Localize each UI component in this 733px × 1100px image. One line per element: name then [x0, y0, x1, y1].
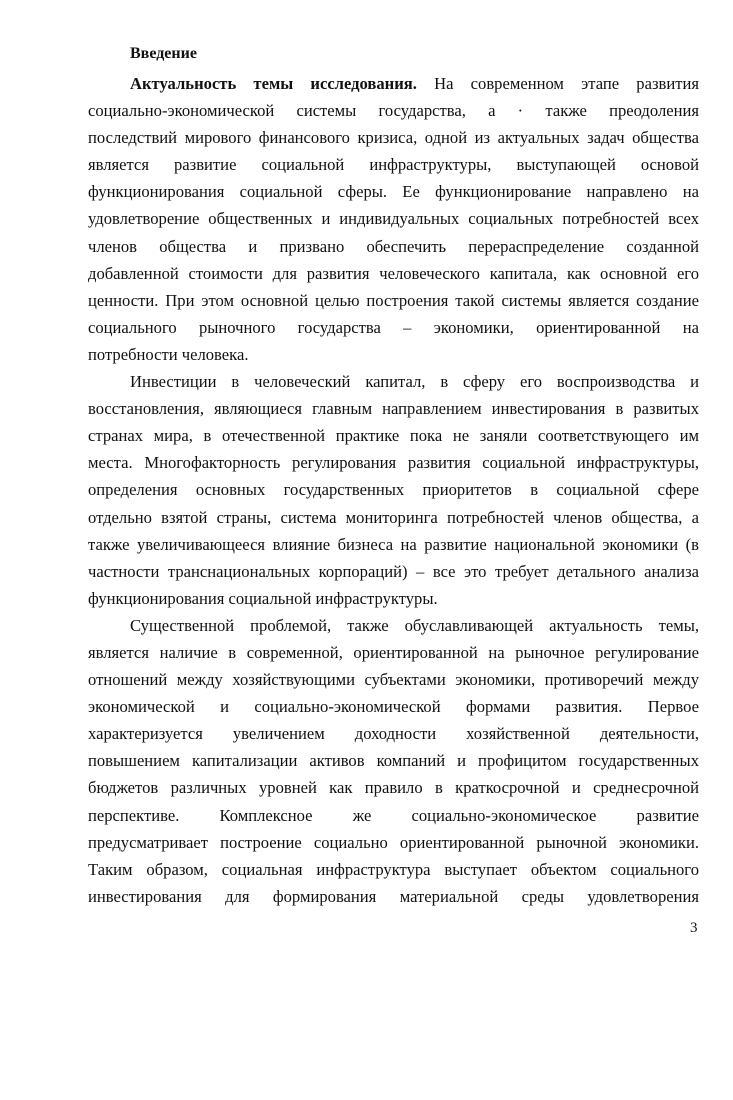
- text-line: восстановления, являющиеся главным направлением инвестирования в развитых: [88, 399, 699, 419]
- text-line: социального рыночного государства – экономики, ориентированной на: [88, 317, 699, 337]
- paragraph-2: [88, 368, 699, 612]
- text-line: отдельно взятой страны, система мониторинга потребностей членов общества, а: [88, 507, 699, 527]
- line-text: На современном этапе развития: [434, 74, 699, 93]
- text-line: функционирования социальной сферы. Ее функционирование направлено на: [88, 182, 699, 202]
- text-line: удовлетворение общественных и индивидуальных социальных потребностей всех: [88, 209, 699, 229]
- text-line: социально-экономической системы государства, а · также преодоления: [88, 101, 699, 121]
- text-line: функционирования социальной инфраструктуры.: [88, 588, 438, 608]
- text-line: перспективе. Комплексное же социально-экономическое развитие: [88, 805, 699, 825]
- page-number: 3: [690, 920, 698, 936]
- body-text: [88, 70, 699, 910]
- paragraph-lead: Актуальность темы исследования.: [130, 74, 417, 93]
- text-line: странах мира, в отечественной практике пока не заняли соответствующего им: [88, 426, 699, 446]
- text-line: характеризуется увеличением доходности хозяйственной деятельности,: [88, 724, 699, 744]
- text-line: членов общества и призвано обеспечить перераспределение созданной: [88, 236, 699, 256]
- text-line: бюджетов различных уровней как правило в краткосрочной и среднесрочной: [88, 778, 699, 798]
- paragraph-3: [88, 612, 699, 910]
- text-line: отношений между хозяйствующими субъектами экономики, противоречий между: [88, 670, 699, 690]
- text-line: повышением капитализации активов компаний и профицитом государственных: [88, 751, 699, 771]
- paragraph-1: [88, 70, 699, 368]
- text-line: является развитие социальной инфраструктуры, выступающей основой: [88, 155, 699, 175]
- text-line: ценности. При этом основной целью построения такой системы является создание: [88, 290, 699, 310]
- text-line: является наличие в современной, ориентированной на рыночное регулирование: [88, 642, 699, 662]
- text-line: инвестирования для формирования материальной среды удовлетворения: [88, 886, 699, 906]
- text-line: Инвестиции в человеческий капитал, в сферу его воспроизводства и: [130, 372, 699, 392]
- text-line: Существенной проблемой, также обуславливающей актуальность темы,: [130, 615, 699, 635]
- text-line: также увеличивающееся влияние бизнеса на развитие национальной экономики (в: [88, 534, 699, 554]
- text-line: места. Многофакторность регулирования развития социальной инфраструктуры,: [88, 453, 699, 473]
- text-line: Таким образом, социальная инфраструктура выступает объектом социального: [88, 859, 699, 879]
- text-line: потребности человека.: [88, 344, 249, 364]
- text-line: добавленной стоимости для развития человеческого капитала, как основной его: [88, 263, 699, 283]
- text-line: экономической и социально-экономической формами развития. Первое: [88, 697, 699, 717]
- section-heading: Введение: [130, 45, 197, 62]
- text-line: частности транснациональных корпораций) – все это требует детального анализа: [88, 561, 699, 581]
- text-line: последствий мирового финансового кризиса, одной из актуальных задач общества: [88, 128, 699, 148]
- text-line: определения основных государственных приоритетов в социальной сфере: [88, 480, 699, 500]
- text-line: предусматривает построение социально ориентированной рыночной экономики.: [88, 832, 699, 852]
- text-line: [88, 70, 699, 97]
